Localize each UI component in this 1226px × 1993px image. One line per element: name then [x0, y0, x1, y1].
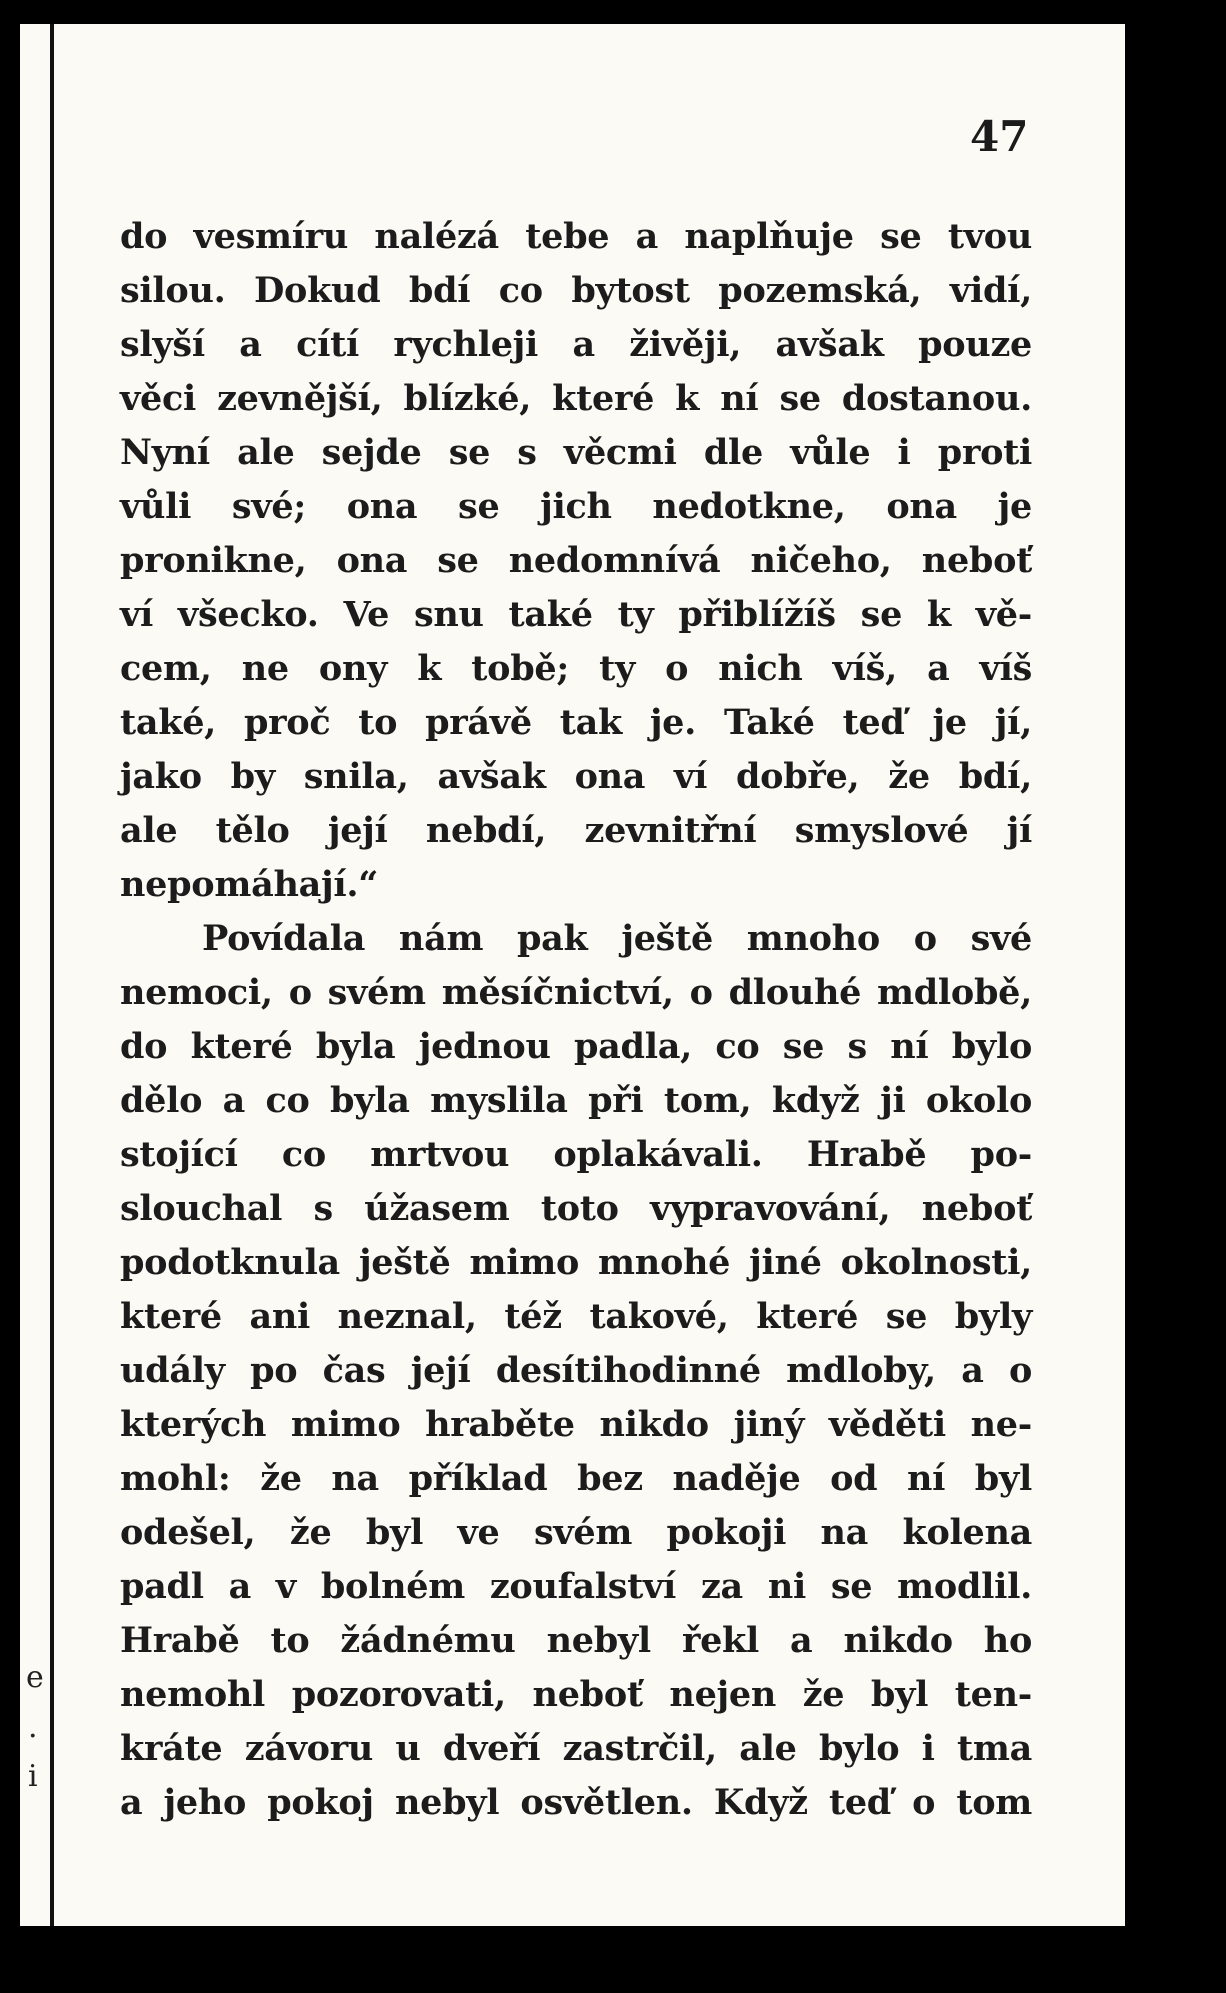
page-edge-rule — [50, 24, 54, 1962]
text-line: do vesmíru nalézá tebe a naplňuje se tvou — [120, 216, 1032, 257]
text-line: kráte závoru u dveří zastrčil, ale bylo i tma — [120, 1728, 1032, 1769]
text-line: slyší a cítí rychleji a živěji, avšak pouze — [120, 324, 1032, 365]
text-line: také, proč to právě tak je. Také teď je jí, — [120, 702, 1032, 743]
text-line: které ani neznal, též takové, které se byly — [120, 1296, 1032, 1337]
text-line: dělo a co byla myslila při tom, když ji okolo — [120, 1080, 1032, 1121]
text-line: věci zevnější, blízké, které k ní se dostanou. — [120, 378, 1032, 419]
body-text — [120, 210, 1032, 1830]
text-line: nemohl pozorovati, neboť nejen že byl ten- — [120, 1674, 1032, 1715]
text-line: padl a v bolném zoufalství za ni se modlil. — [120, 1566, 1032, 1607]
scan-edge-bottom — [20, 1926, 1163, 1962]
text-line: nemoci, o svém měsíčnictví, o dlouhé mdlobě, — [120, 972, 1032, 1013]
text-line: vůli své; ona se jich nedotkne, ona je — [120, 486, 1032, 527]
text-line: Hrabě to žádnému nebyl řekl a nikdo ho — [120, 1620, 1032, 1661]
scan-edge-right — [1125, 24, 1163, 1962]
text-line: cem, ne ony k tobě; ty o nich víš, a víš — [120, 648, 1032, 689]
text-line: slouchal s úžasem toto vypravování, neboť — [120, 1188, 1032, 1229]
text-line: kterých mimo hraběte nikdo jiný věděti ne- — [120, 1404, 1032, 1445]
text-line: Nyní ale sejde se s věcmi dle vůle i proti — [120, 432, 1032, 473]
text-line: mohl: že na příklad bez naděje od ní byl — [120, 1458, 1032, 1499]
margin-bleed-mark: e — [26, 1660, 44, 1695]
text-line: nepomáhají.“ — [120, 864, 379, 905]
text-line: jako by snila, avšak ona ví dobře, že bdí, — [120, 756, 1032, 797]
book-page — [20, 24, 1163, 1962]
page-number: 47 — [970, 112, 1029, 161]
text-line: pronikne, ona se nedomnívá ničeho, neboť — [120, 540, 1032, 581]
text-line: ale tělo její nebdí, zevnitřní smyslové jí — [120, 810, 1032, 851]
margin-bleed-mark: . — [28, 1710, 38, 1745]
margin-bleed-mark: i — [28, 1759, 38, 1794]
text-line: udály po čas její desítihodinné mdloby, a o — [120, 1350, 1032, 1391]
text-line: odešel, že byl ve svém pokoji na kolena — [120, 1512, 1032, 1553]
text-line: podotknula ještě mimo mnohé jiné okolnosti, — [120, 1242, 1032, 1283]
text-line: stojící co mrtvou oplakávali. Hrabě po- — [120, 1134, 1032, 1175]
text-line: ví všecko. Ve snu také ty přiblížíš se k vě- — [120, 594, 1032, 635]
text-line: Povídala nám pak ještě mnoho o své — [202, 918, 1032, 959]
text-line: a jeho pokoj nebyl osvětlen. Když teď o tom — [120, 1782, 1032, 1823]
text-line: silou. Dokud bdí co bytost pozemská, vidí, — [120, 270, 1032, 311]
text-line: do které byla jednou padla, co se s ní bylo — [120, 1026, 1032, 1067]
